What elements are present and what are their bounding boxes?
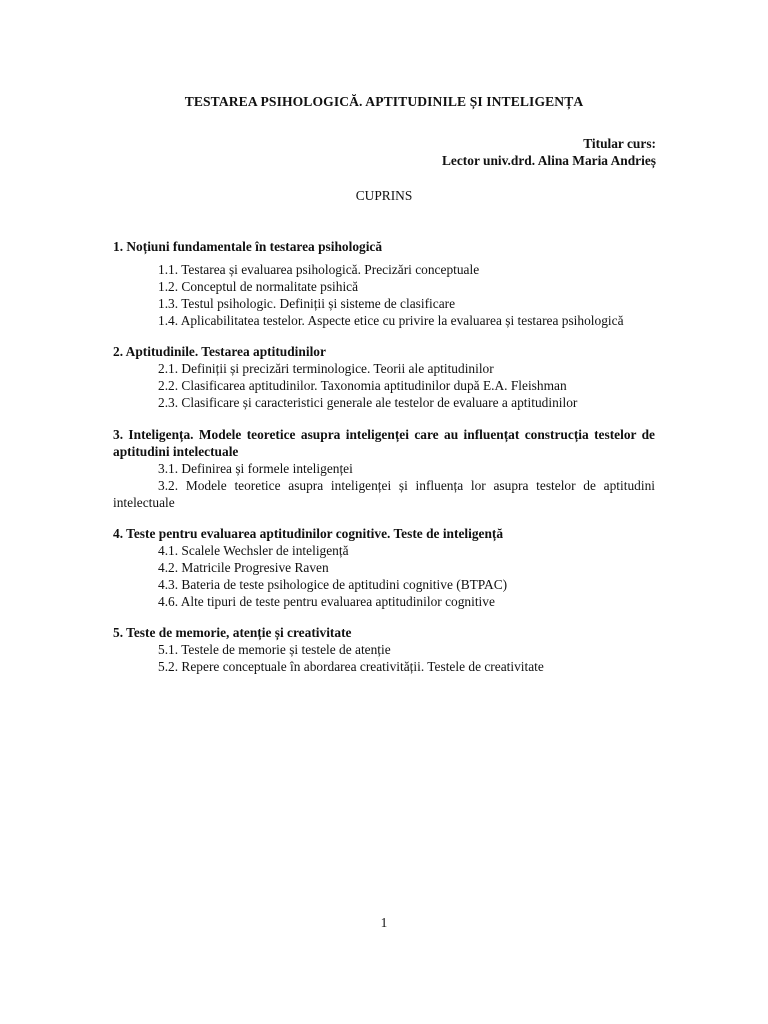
page-number: 1 [380, 915, 388, 930]
toc-item: 4.2. Matricile Progresive Raven [158, 560, 329, 575]
section-title: 2. Aptitudinile. Testarea aptitudinilor [113, 344, 326, 359]
author-label: Titular curs: [583, 136, 656, 151]
section-title: 5. Teste de memorie, atenție și creativitate [113, 625, 352, 640]
section-title: 4. Teste pentru evaluarea aptitudinilor cognitive. Teste de inteligență [113, 526, 504, 541]
toc-section-4 [113, 525, 655, 610]
toc-item: 1.4. Aplicabilitatea testelor. Aspecte etice cu privire la evaluarea și testarea psihologică [158, 313, 624, 328]
author-name: Lector univ.drd. Alina Maria Andrieș [441, 153, 656, 168]
toc-item: 3.2. Modele teoretice asupra inteligenței și influența lor asupra testelor de aptitudini intelectuale [113, 478, 655, 510]
toc-item: 2.3. Clasificare și caracteristici generale ale testelor de evaluare a aptitudinilor [158, 395, 578, 410]
toc-item: 2.2. Clasificarea aptitudinilor. Taxonomia aptitudinilor după E.A. Fleishman [158, 378, 567, 393]
toc-item: 4.6. Alte tipuri de teste pentru evaluarea aptitudinilor cognitive [158, 594, 495, 609]
author-block [442, 135, 656, 169]
toc-item: 1.3. Testul psihologic. Definiții și sisteme de clasificare [158, 296, 456, 311]
toc-item: 2.1. Definiții și precizări terminologice. Teorii ale aptitudinilor [158, 361, 494, 376]
section-title: 1. Noțiuni fundamentale în testarea psihologică [113, 239, 383, 254]
toc-item: 5.2. Repere conceptuale în abordarea creativității. Testele de creativitate [158, 659, 544, 674]
toc-section-2 [113, 343, 655, 411]
section-title: 3. Inteligența. Modele teoretice asupra inteligenței care au influențat construcția testelor de aptitudini intelectuale [113, 427, 655, 459]
toc-heading: CUPRINS [355, 188, 413, 203]
toc-item: 3.1. Definirea și formele inteligenței [158, 461, 353, 476]
toc-item: 5.1. Testele de memorie și testele de atenție [158, 642, 391, 657]
toc-section-1 [113, 238, 655, 329]
toc-section-3 [113, 426, 655, 511]
document-title: TESTAREA PSIHOLOGICĂ. APTITUDINILE ȘI INTELIGENȚA [184, 94, 584, 109]
toc-item: 1.1. Testarea și evaluarea psihologică. Precizări conceptuale [158, 262, 480, 277]
toc-item: 1.2. Conceptul de normalitate psihică [158, 279, 359, 294]
toc-section-5 [113, 624, 655, 675]
table-of-contents [113, 238, 655, 675]
toc-item: 4.3. Bateria de teste psihologice de aptitudini cognitive (BTPAC) [158, 577, 508, 592]
toc-item: 4.1. Scalele Wechsler de inteligență [158, 543, 349, 558]
